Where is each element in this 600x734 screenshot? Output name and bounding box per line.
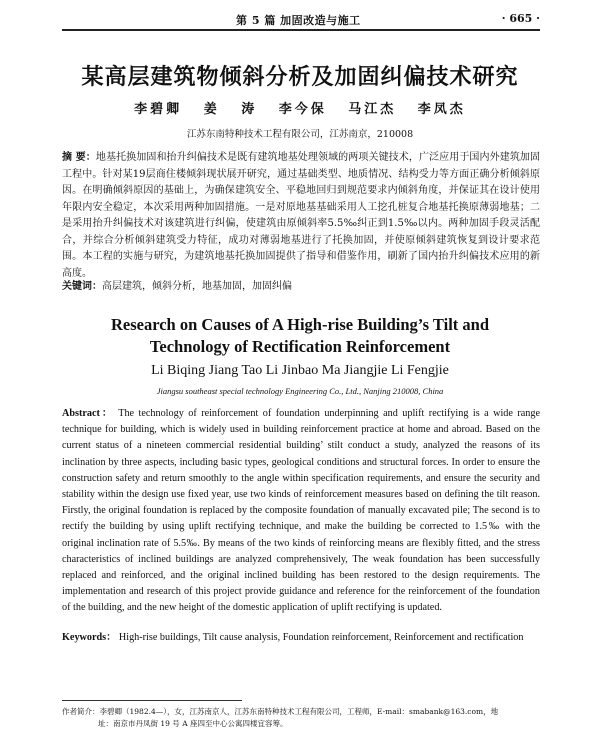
chinese-keywords bbox=[62, 279, 540, 295]
running-header-title: 第 5 篇 加固改造与施工 bbox=[236, 14, 361, 27]
english-abstract-text: The technology of reinforcement of foundation underpinning and uplift rectifying is a wide range technique for building, which is widely used in building reinforcement practice at home and abroad. Based on the current status of a nineteen commercial residential building’ stilt conduct a study, analyzed the reasons of its inclination by three aspects, including basic types, geological conditions and structural forces. In order to ensure the construction safety and return smoothly to the angle within specification requirements, and ensure the security and stability within the design use fixed year, use two kinds of reinforcement measures based on defining the tilt reason. Firstly, the original foundation is replaced by the composite foundation of manually excavated pile; The second is to rectify the building by using uplift rectifying technique, and make the building be corrected to 1.5‰ with the original inclination rate of 5.5‰. By means of the two kinds of reinforcing means are flexibly fitted, and the stress characteristics of inclined buildings are analyzed comprehensively, The weak foundation has been successfully replaced and reinforced, and the original inclined building has been restored to the design requirements. The implementation and research of this project provide guidance and reference for the reinforcement of the foundation of the building, and the new height of the domestic application of uplift rectifying is updated. bbox=[62, 408, 540, 614]
english-keywords-label: Keywords： bbox=[62, 632, 117, 643]
chinese-authors: 李碧卿 姜 涛 李今保 马江杰 李凤杰 bbox=[134, 102, 466, 117]
english-title-line1: Research on Causes of A High-rise Building’s Tilt and bbox=[110, 315, 490, 334]
header-rule bbox=[62, 29, 540, 31]
english-keywords bbox=[62, 630, 540, 646]
chinese-keywords-label: 关键词： bbox=[62, 281, 102, 292]
chinese-abstract-label: 摘 要： bbox=[62, 152, 96, 163]
author-footnote bbox=[62, 706, 540, 730]
footnote-line2: 址：南京市丹凤街 19 号 A 座四至中心公寓四楼宜容筹。 bbox=[98, 719, 288, 728]
footnote-rule bbox=[62, 700, 242, 701]
english-abstract-label: Abstract： bbox=[62, 408, 114, 419]
chinese-title: 某高层建筑物倾斜分析及加固纠偏技术研究 bbox=[81, 64, 519, 90]
running-header bbox=[0, 0, 600, 30]
chinese-abstract bbox=[62, 150, 540, 282]
page-number: · 665 · bbox=[501, 12, 540, 25]
chinese-abstract-text: 地基托换加固和抬升纠偏技术是既有建筑地基处理领域的两项关键技术，广泛应用于国内外建筑加固工程中。针对某19层商住楼倾斜现状展开研究，通过基础类型、地质情况、结构受力等方面正确分析倾斜原因。在明确倾斜原因的基础上，为确保建筑安全、平稳地回归到规范要求内倾斜角度，并保证其在设计使用年限内安全稳定，本次采用两种加固措施。一是对原地基基础采用人工挖孔桩复合地基托换原薄弱地基；二是采用抬升纠偏技术对该建筑进行纠偏，使建筑由原倾斜率5.5‰纠正到1.5‰以内。两种加固手段灵活配合，并综合分析倾斜建筑受力特征，成功对薄弱地基进行了托换加固，并使原倾斜建筑恢复到设计要求范围。本工程的实施与研究，为建筑地基托换加固提供了指导和借鉴作用，刷新了国内抬升纠偏技术应用的新高度。 bbox=[62, 152, 541, 279]
footnote-line1: 作者简介：李碧卿（1982.4—），女，江苏南京人，江苏东南特种技术工程有限公司，工程师，E-mail：smabank@163.com，地 bbox=[62, 707, 499, 716]
english-keywords-text: High-rise buildings, Tilt cause analysis, Foundation reinforcement, Reinforcement and rectification bbox=[118, 632, 524, 643]
english-authors: Li Biqing Jiang Tao Li Jinbao Ma Jiangjie Li Fengjie bbox=[151, 363, 449, 378]
english-affiliation: Jiangsu southeast special technology Engineering Co., Ltd., Nanjing 210008, China bbox=[156, 386, 444, 396]
english-abstract bbox=[62, 406, 540, 617]
english-title bbox=[0, 314, 600, 358]
english-title-line2: Technology of Rectification Reinforcement bbox=[149, 337, 451, 356]
chinese-keywords-text: 高层建筑，倾斜分析，地基加固，加固纠偏 bbox=[102, 281, 292, 292]
chinese-affiliation: 江苏东南特种技术工程有限公司，江苏南京，210008 bbox=[186, 129, 414, 140]
